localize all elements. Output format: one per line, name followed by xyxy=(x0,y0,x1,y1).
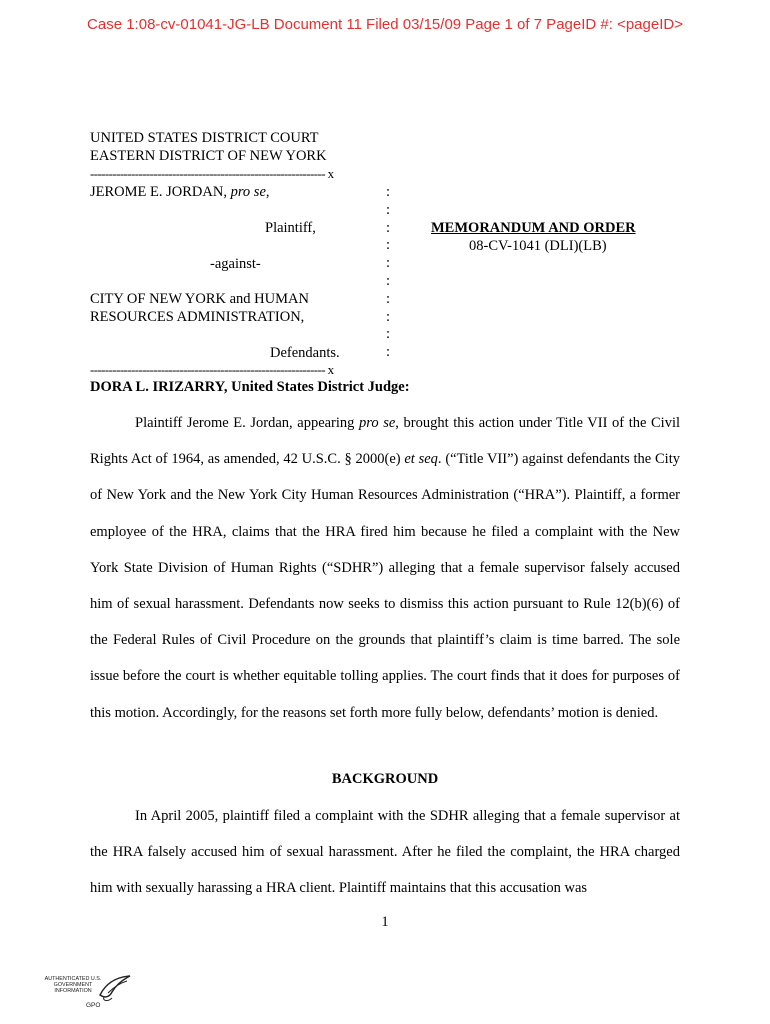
caption-colon: : xyxy=(386,237,391,254)
section-heading-background: BACKGROUND xyxy=(331,771,439,787)
caption-colon: : xyxy=(386,184,391,200)
gpo-label: GPO xyxy=(86,1002,101,1009)
caption-colon-column xyxy=(386,184,390,362)
intro-italic-1: pro se xyxy=(359,415,396,431)
plaintiff-name xyxy=(90,184,270,201)
caption-divider-top: --------------------------------------------------------------- x xyxy=(90,166,334,181)
plaintiff-comma: , xyxy=(265,184,270,200)
page-number: 1 xyxy=(381,914,389,930)
defendant-role: Defendants. xyxy=(270,345,340,361)
plaintiff-name-text: JEROME E. JORDAN, xyxy=(90,184,227,200)
intro-text-3: . (“Title VII”) against defendants the City of New York and the New York City Human Resources Administration (“HRA”). Plaintiff, a former employee of the HRA, claims that the HRA fired him because he filed a complaint with the New York State Division of Human Rights (“SDHR”) alleging that a female supervisor falsely accused him of sexual harassment. Defendants now seeks to dismiss this action pursuant to Rule 12(b)(6) of the Federal Rules of Civil Procedure on the grounds that plaintiff’s claim is time barred. The sole issue before the court is whether equitable tolling applies. The court finds that it does for purposes of this motion. Accordingly, for the reasons set forth more fully below, defendants’ motion is denied. xyxy=(90,451,680,721)
intro-paragraph xyxy=(90,405,680,731)
caption-colon: : xyxy=(386,290,391,307)
gpo-seal-text: AUTHENTICATED U.S. GOVERNMENT INFORMATION xyxy=(44,976,102,994)
case-number: 08-CV-1041 (DLI)(LB) xyxy=(469,238,607,254)
judge-line: DORA L. IRIZARRY, United States District Judge: xyxy=(90,379,410,395)
court-name-line2: EASTERN DISTRICT OF NEW YORK xyxy=(90,148,327,164)
caption-colon: : xyxy=(386,344,391,361)
caption-colon: : xyxy=(386,272,391,289)
intro-text-2: , brought this action under Title VII of the Civil Rights Act of 1964, as amended, 42 U.S.C. § 2000(e) xyxy=(90,415,681,468)
case-header: Case 1:08-cv-01041-JG-LB Document 11 Filed 03/15/09 Page 1 of 7 PageID #: <pageID> xyxy=(87,16,683,33)
intro-text-1: Plaintiff Jerome E. Jordan, appearing xyxy=(135,415,360,431)
plaintiff-role: Plaintiff, xyxy=(265,220,316,236)
eagle-logo-icon xyxy=(96,973,132,1003)
defendant-name-line2: RESOURCES ADMINISTRATION, xyxy=(90,309,305,325)
court-name-line1: UNITED STATES DISTRICT COURT xyxy=(90,130,319,146)
memo-title: MEMORANDUM AND ORDER xyxy=(431,220,636,236)
caption-colon: : xyxy=(386,326,391,343)
caption-colon: : xyxy=(386,255,391,272)
plaintiff-status: pro se xyxy=(230,184,266,200)
caption-colon: : xyxy=(386,201,391,218)
defendant-name-line1: CITY OF NEW YORK and HUMAN xyxy=(90,291,309,307)
caption-colon: : xyxy=(386,219,391,236)
against-label: -against- xyxy=(210,256,261,272)
gpo-authentication-seal xyxy=(44,973,134,1015)
intro-italic-2: et seq xyxy=(404,451,438,468)
caption-colon: : xyxy=(386,308,391,325)
caption-divider-bottom: --------------------------------------------------------------- x xyxy=(90,362,334,377)
background-paragraph: In April 2005, plaintiff filed a complaint with the SDHR alleging that a female supervisor at the HRA falsely accused him of sexual harassment. After he filed the complaint, the HRA charged him with sexually harassing a HRA client. Plaintiff maintains that this accusation was xyxy=(90,808,680,897)
